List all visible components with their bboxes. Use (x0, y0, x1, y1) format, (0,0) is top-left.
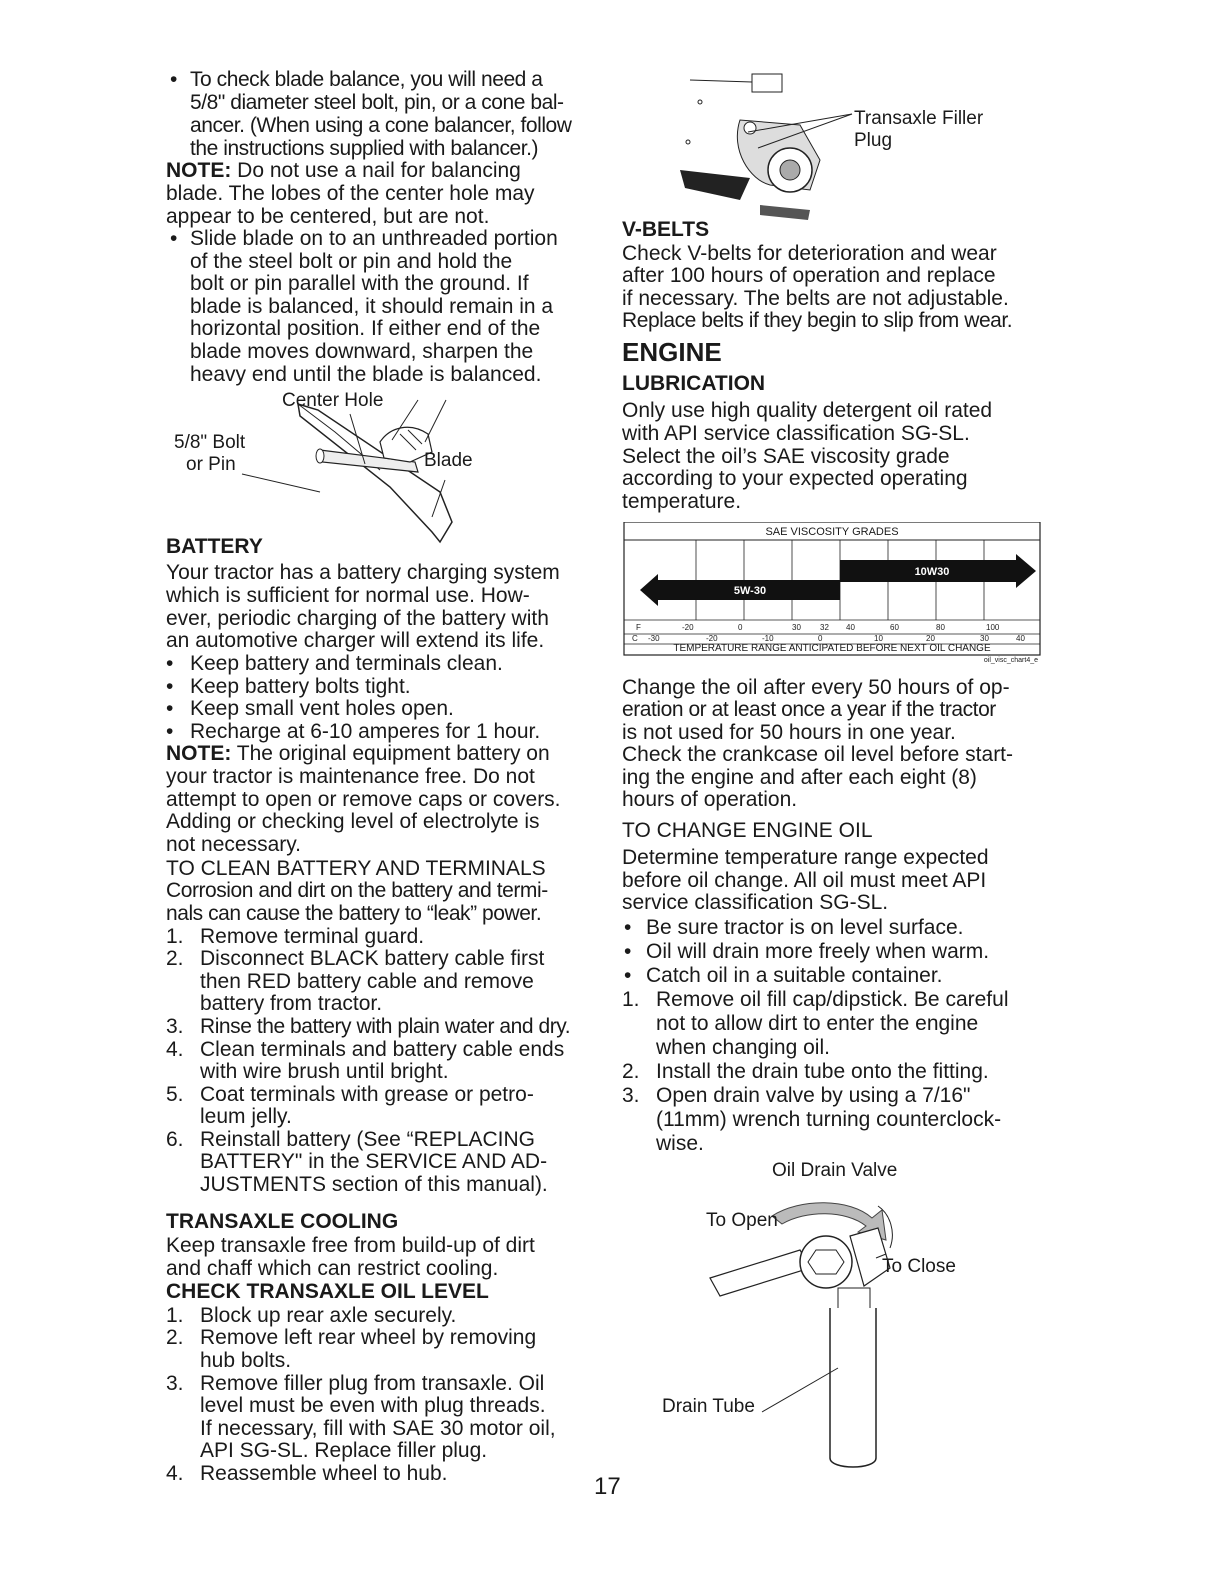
transaxle-illustration (660, 70, 1000, 230)
cooling-heading: TRANSAXLE COOLING (166, 1210, 399, 1233)
c-tick-label: 10 (874, 634, 883, 643)
blade-balance-figure (170, 392, 490, 552)
vbelts-heading: V-BELTS (622, 218, 710, 241)
f-tick-label: 32 (820, 623, 829, 632)
filler-label-2: Plug (854, 130, 893, 151)
c-tick-label: C (632, 634, 638, 643)
center-hole-label: Center Hole (282, 390, 384, 411)
battery-heading: BATTERY (166, 535, 263, 558)
drain-tube-label: Drain Tube (662, 1396, 755, 1417)
c-tick-label: 20 (926, 634, 935, 643)
chart-code: oil_visc_chart4_e (983, 657, 1038, 664)
f-tick-label: 60 (890, 623, 899, 632)
c-tick-label: -20 (706, 634, 718, 643)
engine-heading: ENGINE (622, 337, 722, 367)
c-tick-label: 0 (818, 634, 823, 643)
oil-drain-figure (650, 1158, 990, 1478)
clean-heading: TO CLEAN BATTERY AND TERMINALS (166, 857, 546, 880)
pin-label: or Pin (186, 454, 236, 475)
change-oil-heading: TO CHANGE ENGINE OIL (622, 819, 873, 842)
f-tick-label: -20 (682, 623, 694, 632)
f-tick-label: 0 (738, 623, 743, 632)
c-tick-label: -30 (648, 634, 660, 643)
transaxle-filler-figure (660, 70, 1000, 230)
filler-label-1: Transaxle Filler (854, 108, 984, 129)
f-tick-label: 40 (846, 623, 855, 632)
c-tick-label: 30 (980, 634, 989, 643)
to-close-label: To Close (882, 1256, 956, 1277)
sae-viscosity-chart (622, 522, 1042, 668)
chart-footer: TEMPERATURE RANGE ANTICIPATED BEFORE NEXT OIL CHANGE (673, 643, 991, 654)
drain-title: Oil Drain Valve (772, 1160, 898, 1181)
f-tick-label: 80 (936, 623, 945, 632)
check-oil-heading: CHECK TRANSAXLE OIL LEVEL (166, 1280, 489, 1303)
f-tick-label: 30 (792, 623, 801, 632)
drain-valve-illustration (650, 1158, 990, 1478)
to-open-label: To Open (706, 1210, 778, 1231)
f-tick-label: F (636, 623, 641, 632)
lubrication-heading: LUBRICATION (622, 372, 766, 395)
page-number: 17 (594, 1473, 621, 1500)
viscosity-bar-label: 10W30 (914, 566, 950, 578)
c-tick-label: -10 (762, 634, 774, 643)
f-tick-label: 100 (986, 623, 1000, 632)
c-tick-label: 40 (1016, 634, 1025, 643)
bolt-label: 5/8" Bolt (174, 432, 246, 453)
viscosity-bar-label: 5W-30 (733, 585, 767, 597)
chart-title: SAE VISCOSITY GRADES (765, 526, 899, 538)
blade-label: Blade (424, 450, 473, 471)
